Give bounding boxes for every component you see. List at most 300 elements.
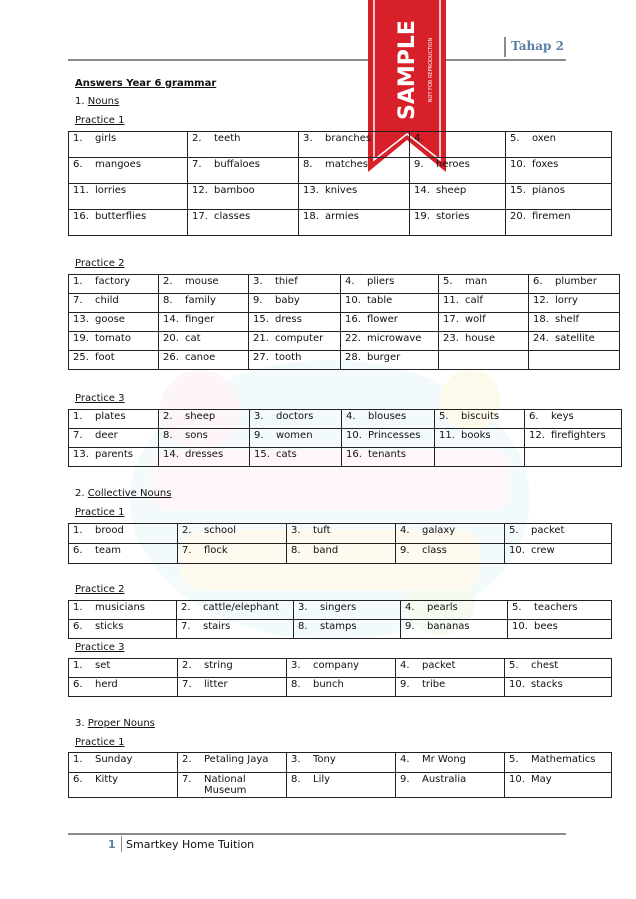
answer-word: cats <box>276 449 297 460</box>
answer-word: band <box>313 545 339 556</box>
table-row <box>69 132 612 158</box>
table-cell <box>69 620 177 639</box>
table-cell <box>439 275 529 294</box>
item-number: 16. <box>346 449 362 460</box>
table-cell <box>178 678 287 697</box>
table-row <box>69 158 612 184</box>
answer-word: matches <box>325 159 368 170</box>
table-cell <box>69 773 178 798</box>
section-heading-proper-text: Proper Nouns <box>87 718 155 729</box>
table-cell <box>249 351 341 370</box>
table-row <box>69 313 620 332</box>
item-number: 2. <box>163 411 173 422</box>
item-number: 10. <box>509 679 525 690</box>
item-number: 14. <box>414 185 430 196</box>
answer-word: branches <box>325 133 372 144</box>
table-cell <box>435 410 525 429</box>
nouns-practice-3-table <box>68 409 622 467</box>
answer-word: wolf <box>465 314 486 325</box>
table-cell <box>69 753 178 773</box>
table-cell <box>435 448 525 467</box>
table-row <box>69 410 622 429</box>
document-title: Answers Year 6 grammar <box>75 78 217 89</box>
answer-word: armies <box>325 211 359 222</box>
table-cell <box>439 294 529 313</box>
table-row <box>69 351 620 370</box>
answer-word: tomato <box>95 333 131 344</box>
answer-word: dress <box>275 314 302 325</box>
table-cell <box>342 429 435 448</box>
answer-word: blouses <box>368 411 407 422</box>
table-cell <box>178 753 287 773</box>
collective-practice-3-label: Practice 3 <box>75 642 125 653</box>
table-cell <box>396 544 505 564</box>
table-cell <box>410 158 506 184</box>
item-number: 9. <box>405 621 415 632</box>
item-number: 4. <box>400 525 410 536</box>
answer-word: parents <box>95 449 133 460</box>
table-cell <box>69 351 159 370</box>
table-cell <box>529 313 620 332</box>
answer-word: keys <box>551 411 574 422</box>
answer-word: team <box>95 545 121 556</box>
table-cell <box>249 313 341 332</box>
section-heading-collective-nouns: 2. Collective Nouns <box>75 488 172 499</box>
item-number: 1. <box>73 525 83 536</box>
collective-practice-3-table <box>68 658 612 697</box>
item-number: 2. <box>163 276 173 287</box>
answer-word: flower <box>367 314 398 325</box>
table-cell <box>178 773 287 798</box>
header-divider <box>504 37 506 57</box>
nouns-practice-1-label: Practice 1 <box>75 115 125 126</box>
answer-word: satellite <box>555 333 595 344</box>
table-cell <box>69 410 159 429</box>
table-row <box>69 620 612 639</box>
table-cell <box>341 351 439 370</box>
item-number: 12. <box>529 430 545 441</box>
table-row <box>69 678 612 697</box>
table-cell <box>299 132 410 158</box>
table-cell <box>250 448 342 467</box>
item-number: 16. <box>73 211 89 222</box>
header-tag: Tahap 2 <box>511 39 564 53</box>
answer-word: biscuits <box>461 411 500 422</box>
item-number: 3. <box>303 133 313 144</box>
answer-word: baby <box>275 295 300 306</box>
item-number: 1. <box>73 411 83 422</box>
item-number: 2. <box>182 660 192 671</box>
table-cell <box>287 678 396 697</box>
answer-word: pearls <box>427 602 458 613</box>
item-number: 5. <box>439 411 449 422</box>
answer-word: house <box>465 333 496 344</box>
answer-word: books <box>461 430 491 441</box>
nouns-practice-1-table <box>68 131 612 236</box>
table-row <box>69 210 612 236</box>
answer-word: firemen <box>532 211 571 222</box>
answer-word: computer <box>275 333 324 344</box>
answer-word: tenants <box>368 449 407 460</box>
table-cell <box>506 210 612 236</box>
table-cell <box>159 448 250 467</box>
answer-word: lorries <box>95 185 127 196</box>
answer-word: tuft <box>313 525 331 536</box>
item-number: 9. <box>400 679 410 690</box>
table-row <box>69 601 612 620</box>
answer-word: bamboo <box>214 185 255 196</box>
section-heading-nouns: 1. Nouns <box>75 96 120 107</box>
item-number: 5. <box>509 660 519 671</box>
table-cell <box>506 158 612 184</box>
header-rule <box>68 59 566 61</box>
item-number: 9. <box>414 159 424 170</box>
table-cell <box>525 429 622 448</box>
item-number: 5. <box>510 133 520 144</box>
answer-word: singers <box>320 602 357 613</box>
footer-divider <box>121 836 122 852</box>
nouns-practice-3-label: Practice 3 <box>75 393 125 404</box>
answer-word: flock <box>204 545 228 556</box>
table-cell <box>159 332 249 351</box>
item-number: 4. <box>345 276 355 287</box>
item-number: 10. <box>512 621 528 632</box>
table-cell <box>287 524 396 544</box>
answer-word: set <box>95 660 111 671</box>
answer-word: sheep <box>436 185 467 196</box>
table-cell <box>529 275 620 294</box>
answer-word: foxes <box>532 159 559 170</box>
table-cell <box>525 410 622 429</box>
table-cell <box>177 601 294 620</box>
answer-word: sticks <box>95 621 124 632</box>
table-cell <box>69 659 178 678</box>
table-row <box>69 659 612 678</box>
answer-word: mangoes <box>95 159 142 170</box>
item-number: 6. <box>73 621 83 632</box>
item-number: 8. <box>291 774 301 785</box>
item-number: 13. <box>73 314 89 325</box>
table-row <box>69 294 620 313</box>
table-row <box>69 332 620 351</box>
item-number: 3. <box>298 602 308 613</box>
answer-word: man <box>465 276 488 287</box>
answer-word: sheep <box>185 411 216 422</box>
item-number: 4. <box>400 754 410 765</box>
table-cell <box>159 429 250 448</box>
table-cell <box>294 620 401 639</box>
item-number: 1. <box>73 602 83 613</box>
item-number: 7. <box>182 679 192 690</box>
answer-word: knives <box>325 185 358 196</box>
item-number: 7. <box>182 545 192 556</box>
answer-word: pliers <box>367 276 395 287</box>
table-cell <box>159 313 249 332</box>
item-number: 7. <box>73 295 83 306</box>
item-number: 8. <box>163 430 173 441</box>
collective-practice-2-table <box>68 600 612 639</box>
answer-word: class <box>422 545 447 556</box>
answer-word: stamps <box>320 621 357 632</box>
table-cell <box>529 351 620 370</box>
table-cell <box>69 184 188 210</box>
answer-word: calf <box>465 295 483 306</box>
table-cell <box>69 158 188 184</box>
item-number: 9. <box>400 545 410 556</box>
item-number: 4. <box>414 133 424 144</box>
item-number: 21. <box>253 333 269 344</box>
item-number: 22. <box>345 333 361 344</box>
table-cell <box>505 753 612 773</box>
table-cell <box>69 544 178 564</box>
item-number: 17. <box>192 211 208 222</box>
answer-word: teachers <box>534 602 578 613</box>
answer-word: plumber <box>555 276 597 287</box>
answer-word: Sunday <box>95 754 133 765</box>
item-number: 2. <box>182 754 192 765</box>
item-number: 14. <box>163 314 179 325</box>
answer-word: cattle/elephant <box>203 602 279 613</box>
item-number: 1. <box>73 133 83 144</box>
answer-word: mouse <box>185 276 219 287</box>
nouns-practice-2-label: Practice 2 <box>75 258 125 269</box>
table-cell <box>188 184 299 210</box>
item-number: 6. <box>73 545 83 556</box>
table-cell <box>250 410 342 429</box>
item-number: 11. <box>73 185 89 196</box>
answer-word: sons <box>185 430 208 441</box>
item-number: 15. <box>510 185 526 196</box>
item-number: 3. <box>291 660 301 671</box>
table-cell <box>525 448 622 467</box>
nouns-practice-2-table <box>68 274 620 370</box>
table-cell <box>69 294 159 313</box>
answer-word: school <box>204 525 237 536</box>
table-cell <box>341 294 439 313</box>
table-cell <box>508 620 612 639</box>
table-cell <box>529 294 620 313</box>
answer-word: crew <box>531 545 555 556</box>
item-number: 25. <box>73 352 89 363</box>
table-cell <box>505 773 612 798</box>
table-cell <box>69 332 159 351</box>
answer-word: burger <box>367 352 401 363</box>
table-cell <box>69 429 159 448</box>
item-number: 8. <box>163 295 173 306</box>
answer-word: plates <box>95 411 126 422</box>
table-cell <box>159 275 249 294</box>
table-cell <box>341 275 439 294</box>
answer-word: galaxy <box>422 525 456 536</box>
item-number: 8. <box>291 679 301 690</box>
answer-word: butterflies <box>95 211 147 222</box>
item-number: 19. <box>73 333 89 344</box>
item-number: 1. <box>73 754 83 765</box>
answer-word: tribe <box>422 679 446 690</box>
item-number: 5. <box>509 754 519 765</box>
table-cell <box>396 659 505 678</box>
answer-word: teeth <box>214 133 241 144</box>
answer-word: Petaling Jaya <box>204 754 269 765</box>
answer-word: musicians <box>95 602 146 613</box>
item-number: 15. <box>253 314 269 325</box>
item-number: 1. <box>73 660 83 671</box>
table-cell <box>396 678 505 697</box>
table-cell <box>506 184 612 210</box>
item-number: 4. <box>400 660 410 671</box>
item-number: 20. <box>163 333 179 344</box>
table-cell <box>294 601 401 620</box>
table-cell <box>178 659 287 678</box>
answer-word: cat <box>185 333 201 344</box>
answer-word: child <box>95 295 119 306</box>
footer-rule <box>68 833 566 835</box>
item-number: 10. <box>346 430 362 441</box>
answer-word: chest <box>531 660 559 671</box>
answer-word: stairs <box>203 621 231 632</box>
table-cell <box>341 332 439 351</box>
table-cell <box>401 601 508 620</box>
item-number: 18. <box>303 211 319 222</box>
answer-word: finger <box>185 314 215 325</box>
item-number: 3. <box>254 411 264 422</box>
footer-text: Smartkey Home Tuition <box>126 838 255 851</box>
answer-word: tooth <box>275 352 302 363</box>
answer-word: heroes <box>436 159 470 170</box>
answer-word: Lily <box>313 774 331 785</box>
table-cell <box>178 524 287 544</box>
answer-word: classes <box>214 211 251 222</box>
answer-word: Mathematics <box>531 754 596 765</box>
item-number: 13. <box>73 449 89 460</box>
table-cell <box>401 620 508 639</box>
item-number: 3. <box>253 276 263 287</box>
table-cell <box>69 275 159 294</box>
item-number: 5. <box>512 602 522 613</box>
table-cell <box>341 313 439 332</box>
table-cell <box>69 678 178 697</box>
answer-word: women <box>276 430 313 441</box>
answer-word: Mr Wong <box>422 754 467 765</box>
table-cell <box>159 351 249 370</box>
answer-word: string <box>204 660 233 671</box>
item-number: 26. <box>163 352 179 363</box>
table-cell <box>396 753 505 773</box>
item-number: 5. <box>509 525 519 536</box>
table-cell <box>69 448 159 467</box>
answer-word: company <box>313 660 360 671</box>
table-cell <box>69 524 178 544</box>
table-row <box>69 773 612 798</box>
answer-word: goose <box>95 314 125 325</box>
answer-word: family <box>185 295 216 306</box>
table-row <box>69 429 622 448</box>
item-number: 8. <box>298 621 308 632</box>
answer-word: Kitty <box>95 774 119 785</box>
table-cell <box>188 210 299 236</box>
answer-word: table <box>367 295 393 306</box>
item-number: 7. <box>192 159 202 170</box>
table-cell <box>299 158 410 184</box>
answer-word: May <box>531 774 552 785</box>
table-cell <box>287 544 396 564</box>
item-number: 14. <box>163 449 179 460</box>
answer-word: brood <box>95 525 124 536</box>
item-number: 5. <box>443 276 453 287</box>
answer-word: packet <box>531 525 565 536</box>
item-number: 9. <box>400 774 410 785</box>
answer-word: bees <box>534 621 558 632</box>
table-cell <box>69 210 188 236</box>
table-cell <box>342 410 435 429</box>
section-heading-collective-text: Collective Nouns <box>87 488 172 499</box>
item-number: 2. <box>182 525 192 536</box>
table-row <box>69 184 612 210</box>
answer-word: doctors <box>276 411 314 422</box>
answer-word: bunch <box>313 679 344 690</box>
item-number: 3. <box>291 525 301 536</box>
answer-word: microwave <box>367 333 422 344</box>
answer-word: stacks <box>531 679 563 690</box>
table-cell <box>69 132 188 158</box>
answer-word: herd <box>95 679 118 690</box>
table-cell <box>188 158 299 184</box>
proper-practice-1-table <box>68 752 612 798</box>
table-cell <box>249 275 341 294</box>
item-number: 6. <box>73 679 83 690</box>
item-number: 3. <box>291 754 301 765</box>
answer-word: litter <box>204 679 228 690</box>
answer-word: stories <box>436 211 470 222</box>
answer-word: factory <box>95 276 131 287</box>
table-cell <box>159 294 249 313</box>
item-number: 16. <box>345 314 361 325</box>
item-number: 12. <box>533 295 549 306</box>
table-cell <box>505 544 612 564</box>
item-number: 7. <box>181 621 191 632</box>
table-cell <box>69 601 177 620</box>
answer-word: pianos <box>532 185 565 196</box>
item-number: 1. <box>73 276 83 287</box>
table-cell <box>396 773 505 798</box>
item-number: 10. <box>509 774 525 785</box>
item-number: 27. <box>253 352 269 363</box>
answer-word: oxen <box>532 133 556 144</box>
item-number: 9. <box>254 430 264 441</box>
item-number: 12. <box>192 185 208 196</box>
item-number: 11. <box>439 430 455 441</box>
table-cell <box>508 601 612 620</box>
answer-word: Australia <box>422 774 467 785</box>
table-cell <box>505 678 612 697</box>
table-cell <box>178 544 287 564</box>
item-number: 13. <box>303 185 319 196</box>
item-number: 11. <box>443 295 459 306</box>
item-number: 7. <box>182 774 192 785</box>
sample-stamp-text: SAMPLE <box>395 20 420 120</box>
table-cell <box>249 332 341 351</box>
answer-word: foot <box>95 352 115 363</box>
proper-practice-1-label: Practice 1 <box>75 737 125 748</box>
table-cell <box>505 524 612 544</box>
section-heading-proper-nouns: 3. Proper Nouns <box>75 718 155 729</box>
table-cell <box>299 210 410 236</box>
answer-word: Tony <box>313 754 336 765</box>
item-number: 6. <box>529 411 539 422</box>
item-number: 20. <box>510 211 526 222</box>
table-cell <box>410 210 506 236</box>
answer-word: Princesses <box>368 430 421 441</box>
